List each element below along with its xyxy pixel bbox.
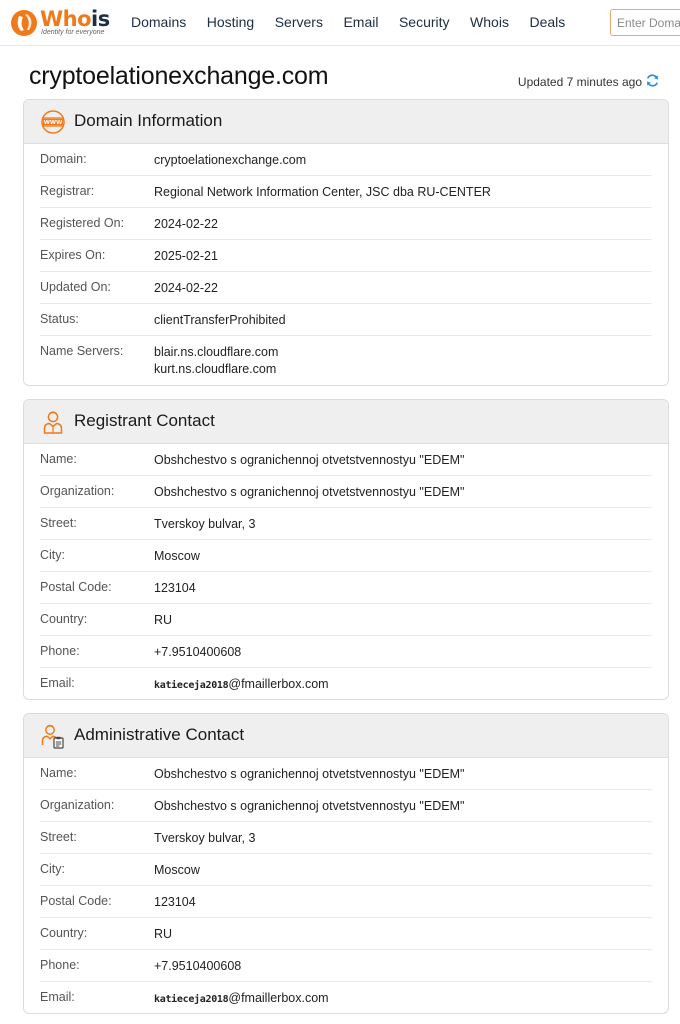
- registrant-row-email: [40, 668, 652, 700]
- svg-text:WWW: WWW: [43, 120, 63, 127]
- nav-email[interactable]: Email: [343, 14, 379, 30]
- top-navigation-bar: [0, 0, 680, 46]
- card-title: Registrant Contact: [74, 411, 215, 430]
- row-value: Obshchestvo s ogranichennoj otvetstvennostyu "EDEM": [154, 799, 465, 813]
- row-value: 2024-02-22: [154, 217, 218, 231]
- row-label: Expires On:: [40, 248, 106, 262]
- row-label: Email:: [40, 990, 75, 1004]
- logo-tagline: Identity for everyone: [41, 29, 105, 36]
- registrant-row-city: [40, 540, 652, 572]
- admin-row-postal-code: [40, 886, 652, 918]
- row-value: clientTransferProhibited: [154, 313, 286, 327]
- email-domain: @fmaillerbox.com: [228, 677, 329, 691]
- row-value: +7.9510400608: [154, 645, 242, 659]
- info-row-name-servers: [40, 336, 652, 382]
- row-value: +7.9510400608: [154, 959, 242, 973]
- row-label: Country:: [40, 612, 88, 626]
- row-value: Tverskoy bulvar, 3: [154, 517, 256, 531]
- info-row-registered-on: [40, 208, 652, 240]
- row-label: Email:: [40, 676, 75, 690]
- admin-row-street: [40, 822, 652, 854]
- logo-wordmark: [40, 7, 110, 31]
- row-value: Obshchestvo s ogranichennoj otvetstvennostyu "EDEM": [154, 485, 465, 499]
- www-globe-icon: [40, 109, 66, 135]
- row-label: Organization:: [40, 484, 115, 498]
- name-server-list: [154, 344, 278, 378]
- admin-row-country: [40, 918, 652, 950]
- card-header: [24, 714, 668, 758]
- nav-deals[interactable]: Deals: [529, 14, 566, 30]
- info-row-registrar: [40, 176, 652, 208]
- registrant-row-organization: [40, 476, 652, 508]
- row-value: 123104: [154, 895, 196, 909]
- row-label: City:: [40, 548, 65, 562]
- card-title: Administrative Contact: [74, 725, 245, 744]
- row-value: Moscow: [154, 863, 200, 877]
- name-server: blair.ns.cloudflare.com: [154, 345, 279, 359]
- row-label: Name:: [40, 452, 77, 466]
- row-label: Status:: [40, 312, 79, 326]
- info-row-domain: [40, 144, 652, 176]
- row-label: Street:: [40, 516, 77, 530]
- logo-word-is: is: [91, 7, 110, 31]
- row-value: Tverskoy bulvar, 3: [154, 831, 256, 845]
- whois-logo[interactable]: [10, 7, 110, 39]
- row-value: 123104: [154, 581, 196, 595]
- registrant-row-phone: [40, 636, 652, 668]
- info-row-expires-on: [40, 240, 652, 272]
- nav-whois[interactable]: Whois: [470, 14, 509, 30]
- person-icon: [40, 409, 66, 435]
- card-header: [24, 400, 668, 444]
- row-label: Country:: [40, 926, 88, 940]
- row-label: Name:: [40, 766, 77, 780]
- row-label: City:: [40, 862, 65, 876]
- row-value: Obshchestvo s ogranichennoj otvetstvennostyu "EDEM": [154, 453, 465, 467]
- administrative-contact-card: [23, 713, 669, 1014]
- admin-row-name: [40, 758, 652, 790]
- row-label: Registered On:: [40, 216, 125, 230]
- main-nav: [131, 14, 586, 31]
- admin-row-phone: [40, 950, 652, 982]
- registrant-contact-card: [23, 399, 669, 700]
- page-title: cryptoelationexchange.com: [29, 62, 329, 90]
- row-label: Postal Code:: [40, 580, 112, 594]
- registrant-row-postal-code: [40, 572, 652, 604]
- row-value: Obshchestvo s ogranichennoj otvetstvennostyu "EDEM": [154, 767, 465, 781]
- registrant-row-name: [40, 444, 652, 476]
- admin-row-email: [40, 982, 652, 1014]
- registrant-row-country: [40, 604, 652, 636]
- nav-hosting[interactable]: Hosting: [206, 14, 255, 30]
- email-user-image: katieceja2018: [154, 680, 229, 691]
- row-label: Updated On:: [40, 280, 111, 294]
- row-label: Street:: [40, 830, 77, 844]
- domain-search-input[interactable]: [610, 9, 680, 36]
- row-label: Postal Code:: [40, 894, 112, 908]
- row-value: cryptoelationexchange.com: [154, 153, 307, 167]
- row-value: 2024-02-22: [154, 281, 218, 295]
- info-row-updated-on: [40, 272, 652, 304]
- logo-word-who: Who: [40, 7, 92, 31]
- refresh-icon[interactable]: [645, 73, 660, 88]
- info-row-status: [40, 304, 652, 336]
- email-value: [154, 676, 329, 694]
- row-label: Domain:: [40, 152, 87, 166]
- registrant-row-street: [40, 508, 652, 540]
- row-value: Regional Network Information Center, JSC dba RU-CENTER: [154, 185, 491, 199]
- row-label: Registrar:: [40, 184, 95, 198]
- row-label: Phone:: [40, 958, 80, 972]
- row-value: Moscow: [154, 549, 200, 563]
- domain-information-card: [23, 99, 669, 386]
- person-clipboard-icon: [40, 723, 66, 749]
- row-label: Name Servers:: [40, 344, 124, 358]
- row-value: RU: [154, 927, 173, 941]
- email-value: [154, 990, 329, 1008]
- admin-row-city: [40, 854, 652, 886]
- row-value: 2025-02-21: [154, 249, 218, 263]
- logo-mark-icon: [10, 9, 38, 37]
- updated-status: Updated 7 minutes ago: [517, 75, 642, 89]
- email-user-image: katieceja2018: [154, 994, 229, 1005]
- card-title: Domain Information: [74, 111, 223, 130]
- nav-servers[interactable]: Servers: [274, 14, 323, 30]
- nav-security[interactable]: Security: [398, 14, 450, 30]
- nav-domains[interactable]: Domains: [131, 14, 187, 30]
- row-label: Organization:: [40, 798, 115, 812]
- email-domain: @fmaillerbox.com: [228, 991, 329, 1005]
- name-server: kurt.ns.cloudflare.com: [154, 362, 277, 376]
- row-label: Phone:: [40, 644, 80, 658]
- card-header: [24, 100, 668, 144]
- row-value: RU: [154, 613, 173, 627]
- admin-row-organization: [40, 790, 652, 822]
